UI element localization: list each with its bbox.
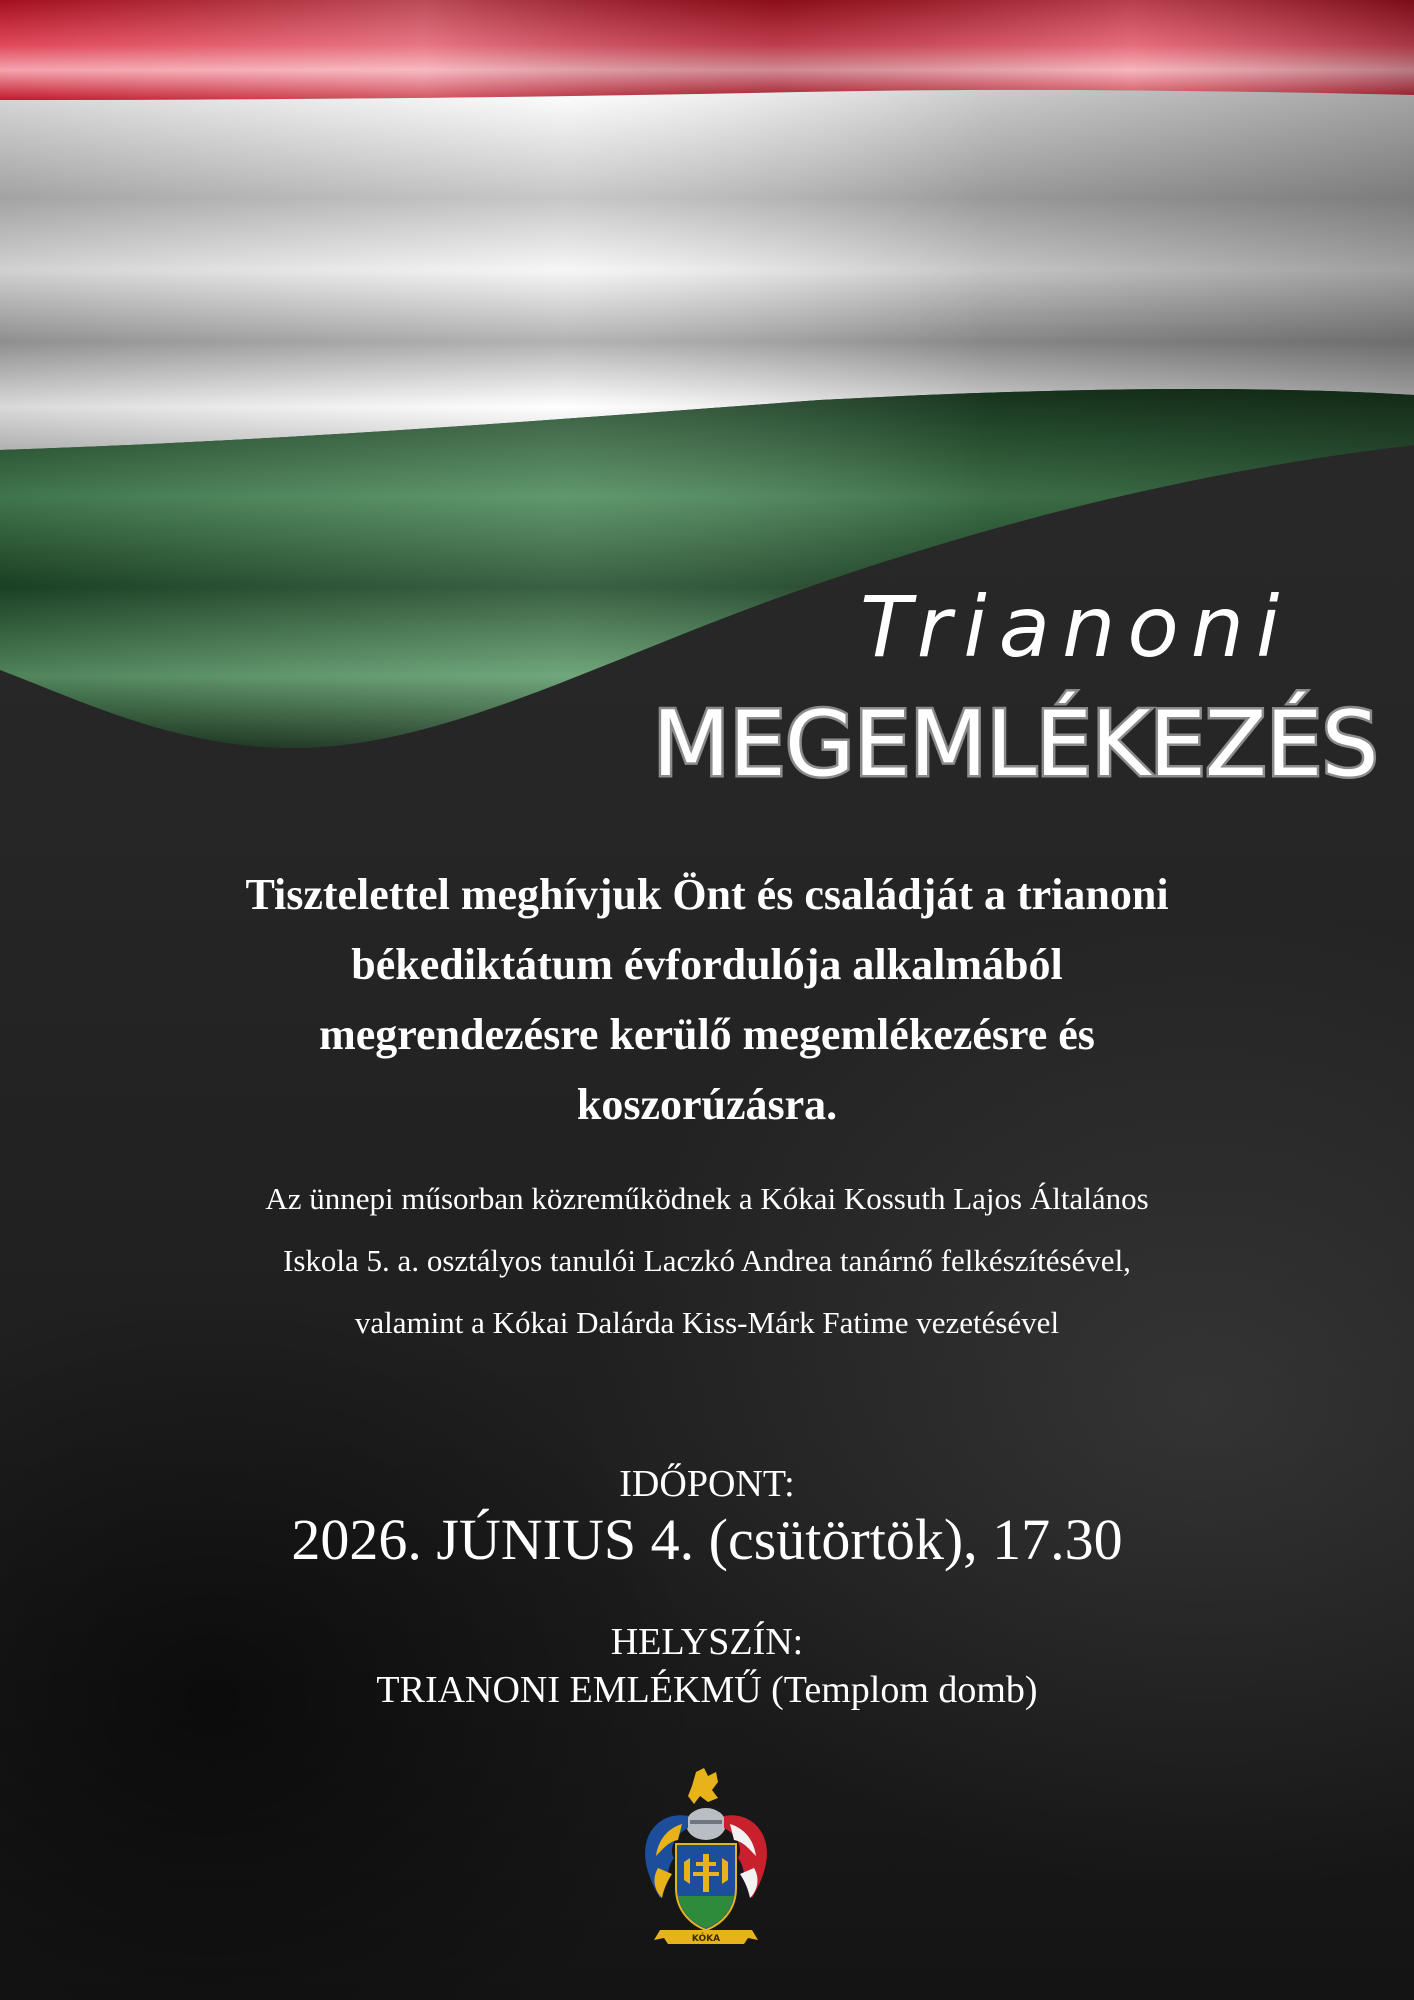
invitation-line: Tisztelettel meghívjuk Önt és családját a trianoni xyxy=(245,870,1169,919)
program-line: valamint a Kókai Dalárda Kiss-Márk Fatime vezetésével xyxy=(354,1305,1060,1340)
time-value: 2026. JÚNIUS 4. (csütörtök), 17.30 xyxy=(291,1507,1123,1572)
invitation-line: békediktátum évfordulója alkalmából xyxy=(351,940,1063,989)
invitation-line: megrendezésre kerülő megemlékezésre és xyxy=(319,1010,1095,1059)
program-text xyxy=(100,1168,1314,1354)
crest-banner-text: KÓKA xyxy=(691,1934,721,1944)
title-script: Trianoni xyxy=(860,578,1292,676)
page-title: MEGEMLÉKEZÉS xyxy=(652,692,1378,797)
place-value: TRIANONI EMLÉKMŰ (Templom domb) xyxy=(376,1669,1038,1711)
place-label: HELYSZÍN: xyxy=(610,1621,804,1663)
program-line: Az ünnepi műsorban közreműködnek a Kókai Kossuth Lajos Általános xyxy=(265,1181,1149,1216)
invitation-text xyxy=(100,860,1314,1140)
time-label: IDŐPONT: xyxy=(619,1463,795,1505)
invitation-line: koszorúzásra. xyxy=(576,1080,838,1129)
program-line: Iskola 5. a. osztályos tanulói Laczkó Andrea tanárnő felkészítésével, xyxy=(283,1243,1131,1278)
coat-of-arms-icon xyxy=(638,1768,774,1946)
